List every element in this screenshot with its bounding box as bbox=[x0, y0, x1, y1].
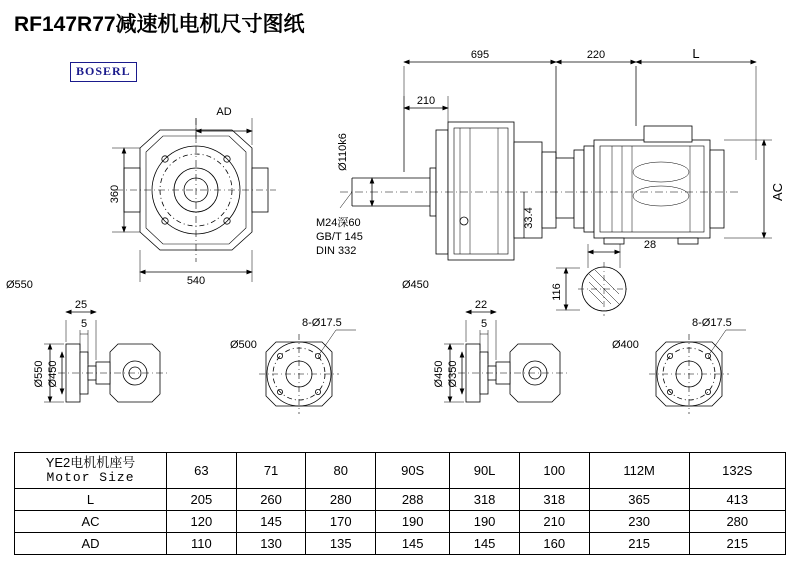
label-thread-1: M24深60 bbox=[316, 217, 361, 229]
label-thread-3: DIN 332 bbox=[316, 245, 357, 257]
table-cell: 318 bbox=[519, 489, 589, 511]
page-title: RF147R77减速机电机尺寸图纸 bbox=[14, 13, 305, 36]
dim-label-dd350: Ø350 bbox=[447, 360, 459, 388]
table-cell: 135 bbox=[306, 533, 376, 555]
dim-label-bolt-a: 8-Ø17.5 bbox=[302, 317, 342, 329]
table-cell: 145 bbox=[450, 533, 520, 555]
dim-label-450: Ø450 bbox=[402, 279, 429, 291]
table-cell: 288 bbox=[376, 489, 450, 511]
label-thread-2: GB/T 145 bbox=[316, 231, 363, 243]
dim-label-33-4: 33.4 bbox=[523, 207, 535, 229]
view-bottom-4-flange bbox=[649, 330, 746, 414]
dim-label-dd450a: Ø450 bbox=[47, 360, 59, 388]
dim-label-AD: AD bbox=[216, 106, 232, 118]
dim-label-bolt-b: 8-Ø17.5 bbox=[692, 317, 732, 329]
dim-label-110k6: Ø110k6 bbox=[337, 133, 349, 171]
table-cell: 260 bbox=[236, 489, 306, 511]
table-cell: 190 bbox=[450, 511, 520, 533]
table-header-row bbox=[15, 453, 786, 489]
table-cell: 215 bbox=[689, 533, 785, 555]
table-size-cell: 90L bbox=[450, 453, 520, 489]
dim-label-550: Ø550 bbox=[6, 279, 33, 291]
dim-AC bbox=[724, 140, 772, 238]
dim-label-220: 220 bbox=[586, 49, 606, 61]
table-cell: 110 bbox=[167, 533, 237, 555]
table-row bbox=[15, 511, 786, 533]
table-header-label bbox=[15, 453, 167, 489]
dim-label-500: Ø500 bbox=[230, 339, 257, 351]
table-header-label-cn: YE2电机机座号 bbox=[45, 454, 136, 470]
dim-label-695: 695 bbox=[470, 49, 490, 61]
table-size-cell: 112M bbox=[589, 453, 689, 489]
table-row-label: L bbox=[15, 489, 167, 511]
table-cell: 413 bbox=[689, 489, 785, 511]
dim-label-360: 360 bbox=[109, 184, 121, 204]
table-cell: 318 bbox=[450, 489, 520, 511]
table-header-label-en: Motor Size bbox=[46, 469, 135, 485]
table-cell: 130 bbox=[236, 533, 306, 555]
table-row-label: AC bbox=[15, 511, 167, 533]
view-bottom-1-side bbox=[44, 312, 170, 402]
table-cell: 190 bbox=[376, 511, 450, 533]
dim-label-22: 22 bbox=[474, 299, 488, 311]
dim-label-dd550: Ø550 bbox=[33, 360, 45, 388]
table-size-cell: 100 bbox=[519, 453, 589, 489]
leader-thread-note bbox=[340, 192, 352, 208]
table-row bbox=[15, 489, 786, 511]
table-row bbox=[15, 533, 786, 555]
dim-label-540: 540 bbox=[186, 275, 206, 287]
table-cell: 145 bbox=[376, 533, 450, 555]
view-bottom-3-side bbox=[444, 312, 570, 402]
dim-label-dd450b: Ø450 bbox=[433, 360, 445, 388]
table-cell: 145 bbox=[236, 511, 306, 533]
view-keyway-detail bbox=[556, 244, 630, 316]
view-bottom-2-flange bbox=[259, 330, 356, 414]
dim-label-L: L bbox=[692, 46, 700, 61]
table-cell: 365 bbox=[589, 489, 689, 511]
dim-label-5a: 5 bbox=[80, 318, 88, 330]
table-cell: 280 bbox=[689, 511, 785, 533]
dim-label-5b: 5 bbox=[480, 318, 488, 330]
table-size-cell: 71 bbox=[236, 453, 306, 489]
table-cell: 205 bbox=[167, 489, 237, 511]
table-cell: 215 bbox=[589, 533, 689, 555]
table-cell: 120 bbox=[167, 511, 237, 533]
brand-logo: BOSERL bbox=[70, 62, 137, 82]
table-cell: 230 bbox=[589, 511, 689, 533]
table-cell: 210 bbox=[519, 511, 589, 533]
table-cell: 170 bbox=[306, 511, 376, 533]
table-cell: 160 bbox=[519, 533, 589, 555]
dim-label-116: 116 bbox=[551, 283, 563, 301]
dim-label-28: 28 bbox=[643, 239, 657, 251]
table-cell: 280 bbox=[306, 489, 376, 511]
dim-label-400: Ø400 bbox=[612, 339, 639, 351]
dim-label-210: 210 bbox=[416, 95, 436, 107]
table-row-label: AD bbox=[15, 533, 167, 555]
motor-size-table bbox=[14, 452, 786, 555]
dim-label-AC: AC bbox=[770, 182, 785, 202]
table-size-cell: 80 bbox=[306, 453, 376, 489]
table-size-cell: 63 bbox=[167, 453, 237, 489]
view-assembly-side bbox=[340, 122, 740, 260]
table-size-cell: 90S bbox=[376, 453, 450, 489]
dim-label-25: 25 bbox=[74, 299, 88, 311]
table-size-cell: 132S bbox=[689, 453, 785, 489]
